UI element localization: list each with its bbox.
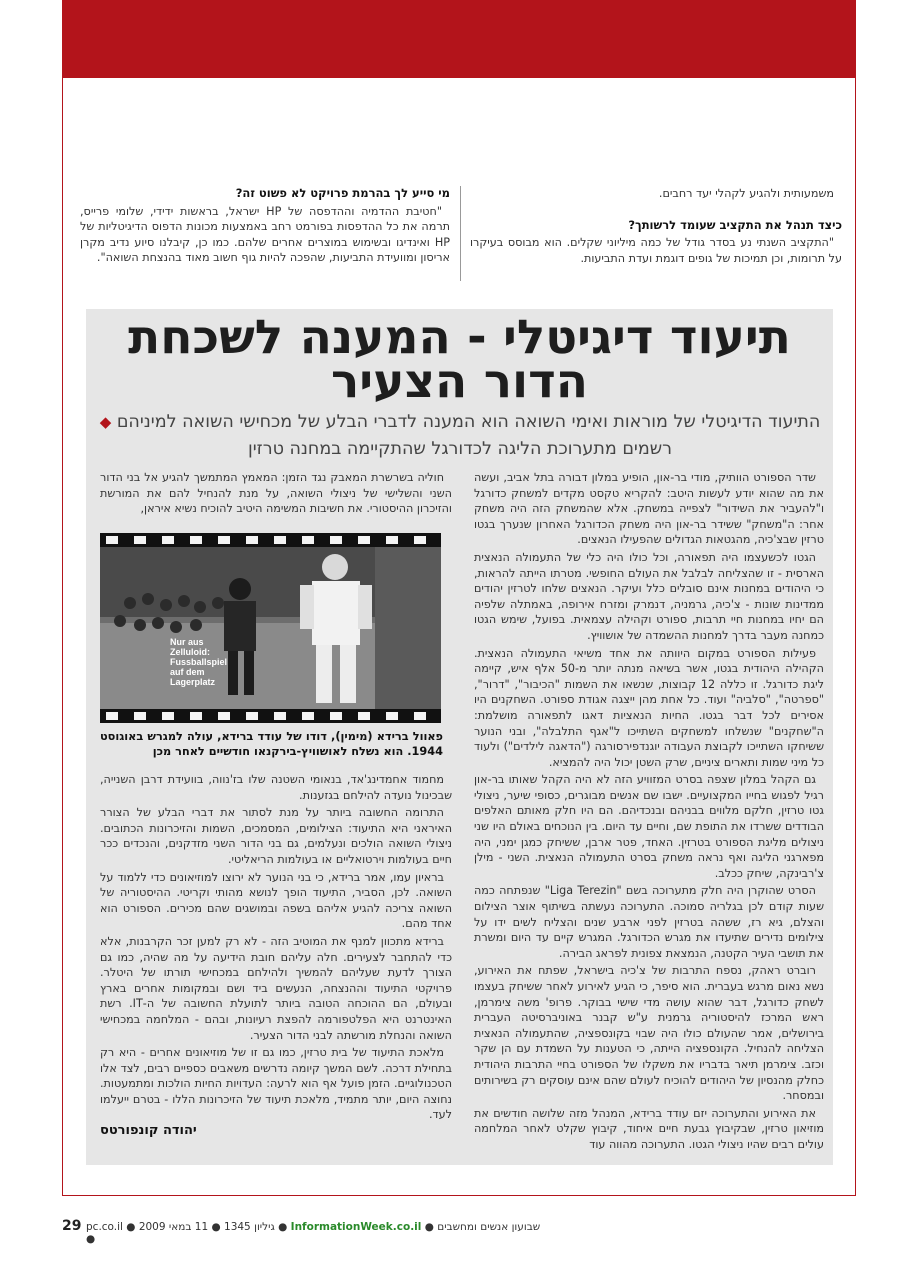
frame-line-left bbox=[62, 78, 63, 1196]
top-left-answer: "חטיבת ההדמיה וההדפסה של HP ישראל, בראשות ידידי, שלומי פרייס, תרמה את כל ההדפסות בפורמט רחב באמצעות מכונות הדפוס הדיגיטליות של HP ואינדיגו ובשימוש במוצרים אחרים שלהם. כמו כן, קיבלנו סיוע נדיב מקרן אריסון ומוועידת התביעות, שהפכה להיות גוף חשוב מאוד בהנצחת השואה". bbox=[80, 204, 450, 265]
article-left-column bbox=[100, 772, 452, 1125]
article-paragraph: גם הקהל במלון שצפה בסרט המזוויע הזה לא היה הקהל שאותו בר-און רגיל לפגוש בחייו המקצועיים. ישבו שם אנשים מבוגרים, כסופי שיער, ניצולי גטו טרזין, חלקם מלווים בבניהם ובנכדיהם. הם היו חלק מאותם האלפים הבודדים ששרדו את התופת שם, וחיים עד היום. בין הנוכחים באולם היו שני ניצולים מליגת הספורט בטרזין. האחד, פטר ארבן, ששיחק כמגן ימני, היה מפארגני הליגה ואף נראה משחק בסרט התעמולה הנאצית. השני - מילן צ'רבינקה, שיחק ככלב. bbox=[474, 773, 824, 880]
article-paragraph: שדר הספורט הוותיק, מודי בר-און, הופיע במלון דבורה בתל אביב, ועשה את מה שהוא יודע לעשות היטב: להקריא טקסט מקדים למשחק כדורגל ו"להעביר את השידור" לצפייה במשחק. אלא שהמשחק הזה היה משחק אחר: ה"משחק" ששידר בר-און היה משחק הכדורגל האחרון שנערך בגטו טרזין שבצ'כיה, מהגטאות הגדולים שהפעילו הנאצים. bbox=[474, 471, 824, 547]
archive-photo bbox=[100, 533, 441, 723]
article-paragraph: את האירוע והתערוכה יזם עודד ברידא, המנהל מזה שלושה חודשים את מוזיאון טרזין, שבקיבוץ גבעת חיים איחוד, קיבוץ שקלט לאחר המלחמה עולים רבים שהיו ניצולי הגטו. התערוכה מהווה עוד bbox=[474, 1106, 824, 1151]
footer-line bbox=[86, 1221, 546, 1245]
photo-sign-text: Nur aus Zelluloid: Fussballspiel auf dem Lagerplatz bbox=[170, 637, 228, 687]
bullet-icon: ● bbox=[86, 1233, 96, 1245]
subhead-part-1: התיעוד הדיגיטלי של מוראות ואימי השואה הוא המענה לדברי הבלע של מכחישי השואה למיניהם bbox=[116, 412, 821, 432]
bullet-icon: ● bbox=[421, 1221, 434, 1233]
article-paragraph: התרומה החשובה ביותר על מנת לסתור את דברי הבלע של הצורר האיראני היא התיעוד: הצילומים, המסמכים, השמות והזיכרונות הכתובים. ניצולי השואה הולכים ונעלמים, גם בני הדור השני מזדקנים, והנכדים ככר חיים בעולמות וירטואליים או בעולמות הריאליטי. bbox=[100, 806, 452, 866]
article-left-intro bbox=[100, 470, 452, 519]
footer-publication: שבועון אנשים ומחשבים bbox=[437, 1221, 541, 1233]
article-paragraph: מחמוד אחמדינג'אד, בנאומי השטנה שלו בז'נווה, בוועידת דרבן השנייה, שבכינול נועדה להילחם בגזענות. bbox=[100, 773, 452, 802]
article-paragraph: ברידא מתכוון למנף את המוטיב הזה - לא רק למען זכר הקרבנות, אלא כדי להתחבר לצעירים. חלה עליהם חובת הידיעה על מה שהיה, כמו גם הצורך לדעת שעליהם להמשיך ולהילחם במכחישי תורתו של היטלר. פרויקטי התיעוד וההנצחה, הנעשים ביד ושם ובמקומות אחרים בארץ ובעולם, הם ההוכחה הטובה ביותר לתועלת החשובה של ה-IT. רשת האינטרנט היא הפלטפורמה להפצת רעיונות, ובהם - המלחמה במכחישי השואה והנחלת מורשתה לבני הדור הצעיר. bbox=[100, 934, 452, 1042]
top-right-answer: "התקציב השנתי נע בסדר גודל של כמה מיליוני שקלים. הוא מבוסס בעיקרו על תרומות, וכן תמיכות של גופים דוגמת ועדת התביעות. bbox=[470, 236, 842, 265]
top-right-question: כיצד תנהל את התקציב שעומד לרשותך? bbox=[628, 217, 842, 232]
top-left-question: מי סייע לך בהרמת פרויקט לא פשוט זה? bbox=[235, 186, 450, 200]
article-paragraph: חוליה בשרשרת המאבק נגד הזמן: המאמץ המתמשך להגיע אל בני הדור השני והשלישי של ניצולי השואה, על מנת להנחיל להם את המורשת והזיכרון ההיסטורי. את חשיבות המשימה היטיב להוכיח נשיא איראן, bbox=[100, 471, 452, 516]
page-footer bbox=[62, 1218, 856, 1245]
article-paragraph: פעילות הספורט במקום היוותה את אחד משיאי התעמולה הנאצית. הקהילה היהודית בגטו, אשר בשיאה מנתה יותר מ-50 אלף איש, קיימה ליגת כדורגל. זו כללה 12 קבוצות, שנשאו את השמות "הכיבור", "דרור", "ספרטה", "סלביה" ועוד. כל אחת מהן ייצגה אגודת ספורט. השחקנים היו אסירים לכל דבר בגטו. החיות הנאציות דאגו לתפאורה מושלמת: ה"שחקנים" שנשלחו למשחקים השתייכו ל"אגף התלבלה", ובני הנוער ששיחקו השתייכו לקבוצת העבודה יוגנדפירסורגה ("הדאגה לילדים") ולעוד כל מיני שמות ותארים ציניים, שרק השטן יכול היה להמציא. bbox=[474, 646, 824, 769]
article-paragraph: בראיון עמו, אמר ברידא, כי בני הנוער לא ירוצו למוזיאונים כדי ללמוד על השואה. לכן, הסביר, התיעוד הופך לנושא מהותי וקריטי. ההיסטוריה של השואה צריכה להגיע אליהם בשפה ובמושגים שהם מכירים. הספורט הוא אחד מהם. bbox=[100, 870, 452, 931]
footer-issue-no: גיליון 1345 bbox=[224, 1221, 275, 1233]
article-subhead bbox=[96, 409, 824, 463]
top-right-intro: משמעותית ולהגיע לקהלי יעד רחבים. bbox=[658, 187, 834, 200]
bullet-icon: ● bbox=[208, 1221, 221, 1233]
author-byline: יהודה קונפורטס bbox=[100, 1123, 197, 1138]
article-right-column bbox=[474, 470, 824, 1155]
footer-brand[interactable]: InformationWeek.co.il bbox=[290, 1221, 422, 1233]
page-number: 29 bbox=[62, 1218, 82, 1234]
frame-line-right bbox=[855, 78, 856, 1196]
footer-site[interactable]: pc.co.il bbox=[86, 1221, 123, 1233]
article-paragraph: מלאכת התיעוד של בית טרזין, כמו גם זו של מוזיאונים אחרים - היא רק בתחילת דרכה. לשם המשך קיומה נדרשים משאבים כספיים רבים, לצד אלו הטכנולוגיים. הזמן פועל אף הוא לרעה: העדויות החיות הולכות ומתמעטות. נחוצה היום, יותר מתמיד, מלאכת תיעוד של הזיכרונות הללו - בטרם ייעלמו לעד. bbox=[100, 1046, 452, 1122]
article-paragraph: הגטו לכשעצמו היה תפאורה, וכל כולו היה כלי של התעמולה הנאצית הארסית - זו שהצליחה לבלבל את העולם החופשי. מטרתו הייתה להראות, כי היהודים במחנות אינם סובלים כלל ועיקר. הנאצים שלחו לטרזין יהודים ממדינות שונות - צ'כיה, גרמניה, דנמרק ומזרח אירופה, באמתלה שלפיה הם יחיו במחנות חיי תרבות, ספורט וקהילה עצמאית. בפועל, שימש הגטו כמחנה מעבר בדרך למחנות ההשמדה של אושוויץ. bbox=[474, 550, 824, 642]
article-paragraph: הסרט שהוקרן היה חלק מתערוכה בשם "Liga Terezin" שנפתחה כמה שעות קודם לכן בגלריה סמוכה. התערוכה נעשתה בשיתוף אוצר הצילום והצלם, גיא רז, ששהה בטרזין לפני ארבע שנים והצליח לשים ידו על צילומים נדירים שתיעדו את מגרש הכדורגל. המגרש קיים עד היום ומשרת את תושבי העיר הקטנה, הנמצאת צפונית לפראג הבירה. bbox=[474, 884, 824, 960]
subhead-part-2: רשמים מתערוכת הליגה לכדורגל שהתקיימה במחנה טרזין bbox=[247, 439, 673, 459]
frame-line-bottom bbox=[62, 1195, 856, 1196]
top-left-column bbox=[80, 186, 450, 268]
column-divider bbox=[460, 186, 461, 281]
film-strip-photo bbox=[100, 533, 441, 723]
top-right-column bbox=[470, 186, 842, 268]
article-paragraph: רוברט ראהק, נספח התרבות של צ'כיה בישראל, שפתח את האירוע, נשא נאום מרגש בעברית. הוא סיפר, כי הגיע לאירוע לאחר ששיחק בעצמו לשחק כדורגל, דבר שהוא עושה מדי שישי בבוקר. פרופ' משה צימרמן, ראש המרכז להיסטוריה גרמנית ע"ש קבנר באוניברסיטה העברית בירושלים, אמר שהעולם כולו היה שבוי בקונספציה, שהתעמולה הנאצית הצליחה להנחיל. הקונספציה הייתה, כי הטענות על השמדת עם הן שקר וכזב. צימרמן תיאר בדבריו את משקלו של הספורט בחיי התרבות היהודית כחלק מהנסיון של היהודים להוכיח לעולם שהם אינם עוסקים רק בשירותים ובמסחר. bbox=[474, 964, 824, 1103]
diamond-bullet-icon: ◆ bbox=[99, 413, 112, 431]
article-headline: תיעוד דיגיטלי - המענה לשכחת הדור הצעיר bbox=[128, 310, 791, 409]
footer-issue-date: 11 במאי 2009 bbox=[138, 1221, 209, 1233]
top-color-band bbox=[62, 0, 856, 78]
bullet-icon: ● bbox=[274, 1221, 288, 1233]
bullet-icon: ● bbox=[122, 1221, 136, 1233]
photo-caption: פאוול ברידא (מימין), דודו של עודד ברידא, עולה למגרש באוגוסט 1944. הוא נשלח לאושוויץ-בירקנאו חודשיים לאחר מכן bbox=[100, 730, 443, 758]
